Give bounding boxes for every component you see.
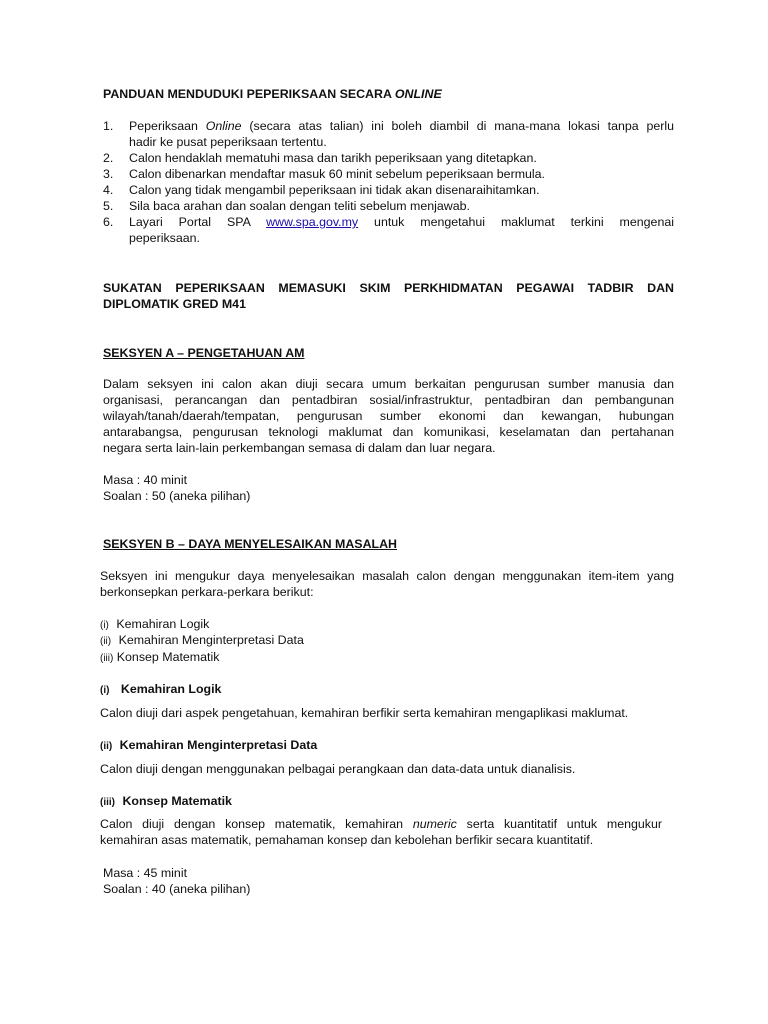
subsection-data-heading: [100, 737, 317, 755]
paragraph-line: negara serta lain-lain perkembangan semasa di dalam dan luar negara.: [103, 441, 496, 455]
list-number: 3.: [103, 167, 114, 181]
list-number: 4.: [103, 183, 114, 197]
guide-title-text: PANDUAN MENDUDUKI PEPERIKSAAN SECARA: [103, 87, 392, 101]
subsection-logik-heading: [100, 681, 221, 699]
subsection-number: (i): [100, 685, 110, 696]
section-b-heading: SEKSYEN B – DAYA MENYELESAIKAN MASALAH: [103, 537, 397, 551]
sub-list-text: Konsep Matematik: [116, 650, 220, 664]
list-item-text: [129, 118, 674, 134]
list-item-text-c: peperiksaan.: [129, 231, 200, 245]
paragraph-line: organisasi, perancangan dan pentadbiran sosial/infrastruktur, pentadbiran dan pembangunan: [103, 393, 674, 407]
list-number: 5.: [103, 199, 114, 213]
list-number: 6.: [103, 215, 114, 229]
paragraph-text-italic: numeric: [412, 817, 457, 831]
section-a-questions: Soalan : 50 (aneka pilihan): [103, 489, 251, 503]
subsection-matematik-heading: [100, 793, 232, 811]
section-a-description: [103, 376, 674, 456]
list-item: [103, 118, 674, 150]
list-item-text: Sila baca arahan dan soalan dengan teliti sebelum menjawab.: [129, 199, 470, 213]
list-item-text-c: hadir ke pusat peperiksaan tertentu.: [129, 135, 327, 149]
subsection-number: (ii): [100, 741, 113, 752]
paragraph-line: antarabangsa, pengurusan teknologi maklumat dan komunikasi, keselamatan dan pertahanan: [103, 425, 674, 439]
paragraph-line: wilayah/tanah/daerah/tempatan, pengurusan sumber ekonomi dan kewangan, hubungan: [103, 409, 674, 423]
list-item-text-a: Layari Portal SPA: [129, 215, 251, 229]
sub-list-number: (ii): [100, 636, 112, 647]
section-b-description: [100, 568, 674, 600]
sub-list-text: Kemahiran Logik: [116, 617, 210, 631]
paragraph-line: berkonsepkan perkara-perkara berikut:: [100, 585, 314, 599]
sub-list-number: (i): [100, 620, 109, 631]
paragraph-line: [100, 816, 662, 832]
paragraph-line: Seksyen ini mengukur daya menyelesaikan masalah calon dengan menggunakan item-item yang: [100, 569, 674, 583]
list-item: [103, 150, 674, 166]
subsection-title: Konsep Matematik: [122, 794, 232, 808]
sub-list-number: (iii): [100, 653, 114, 664]
paragraph-text-b: serta kuantitatif untuk mengukur: [466, 817, 662, 831]
subsection-data-text: Calon diuji dengan menggunakan pelbagai perangkaan dan data-data untuk dianalisis.: [100, 762, 576, 776]
list-item: [103, 198, 674, 214]
subsection-logik-text: Calon diuji dari aspek pengetahuan, kemahiran berfikir serta kemahiran mengaplikasi maklumat.: [100, 706, 629, 720]
list-number: 1.: [103, 119, 114, 133]
section-a-heading: SEKSYEN A – PENGETAHUAN AM: [103, 346, 305, 360]
list-item-text: [129, 214, 674, 230]
guide-list: [103, 118, 674, 246]
subsection-matematik-text: [100, 816, 662, 848]
sub-list-item: [100, 632, 304, 650]
section-b-duration: Masa : 45 minit: [103, 866, 188, 880]
subsection-title: Kemahiran Menginterpretasi Data: [119, 738, 318, 752]
list-item: [103, 214, 674, 246]
list-item: [103, 166, 674, 182]
paragraph-line: Dalam seksyen ini calon akan diuji secara umum berkaitan pengurusan sumber manusia dan: [103, 377, 674, 391]
syllabus-title: [103, 280, 674, 312]
syllabus-title-line2: DIPLOMATIK GRED M41: [103, 297, 246, 311]
subsection-title: Kemahiran Logik: [120, 682, 222, 696]
list-item-text-a: Peperiksaan: [129, 119, 198, 133]
list-item-text: Calon yang tidak mengambil peperiksaan ini tidak akan disenaraihitamkan.: [129, 183, 540, 197]
sub-list-text: Kemahiran Menginterpretasi Data: [118, 633, 304, 647]
section-a-duration: Masa : 40 minit: [103, 473, 188, 487]
spa-portal-link[interactable]: www.spa.gov.my: [266, 215, 359, 229]
syllabus-title-line1: SUKATAN PEPERIKSAAN MEMASUKI SKIM PERKHIDMATAN PEGAWAI TADBIR DAN: [103, 281, 674, 295]
section-b-questions: Soalan : 40 (aneka pilihan): [103, 882, 251, 896]
subsection-number: (iii): [100, 797, 115, 808]
paragraph-line: kemahiran asas matematik, pemahaman konsep dan kebolehan berfikir secara kuantitatif.: [100, 833, 594, 847]
list-item-text-italic: Online: [205, 119, 242, 133]
list-item: [103, 182, 674, 198]
list-item-text-b: (secara atas talian) ini boleh diambil di mana-mana lokasi tanpa perlu: [249, 119, 674, 133]
list-item-text: Calon dibenarkan mendaftar masuk 60 minit sebelum peperiksaan bermula.: [129, 167, 545, 181]
list-number: 2.: [103, 151, 114, 165]
list-item-text: Calon hendaklah mematuhi masa dan tarikh peperiksaan yang ditetapkan.: [129, 151, 537, 165]
sub-list-item: [100, 649, 219, 667]
guide-title-italic: ONLINE: [394, 87, 442, 101]
paragraph-text-a: Calon diuji dengan konsep matematik, kemahiran: [100, 817, 404, 831]
guide-title: [103, 86, 442, 102]
list-item-text-b: untuk mengetahui maklumat terkini mengenai: [374, 215, 674, 229]
